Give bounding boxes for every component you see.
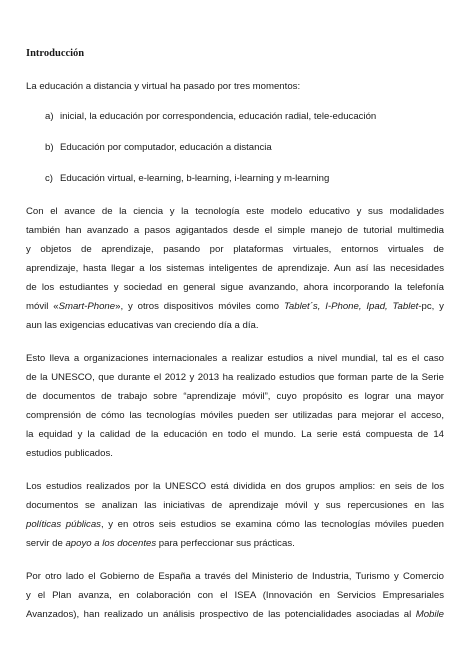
list-item-c [45,173,329,185]
list-text: Educación por computador, educación a distancia [60,142,272,153]
list-marker: a) [45,111,54,122]
list-marker: b) [45,142,54,153]
text-run-italic: Smart-Phone [58,301,116,312]
text-run-italic: políticas públicas [26,519,101,530]
text-run: », y otros dispositivos móviles como [115,301,284,312]
section-title: Introducción [26,48,85,59]
p1-line: aun las exigencias educativas van creciendo día a día. [26,320,259,331]
text-run: móvil « [26,301,59,312]
p1-line [26,301,444,313]
p2-line: estudios publicados. [26,448,113,459]
p1-line: aprendizaje, hasta llegar a los sistemas inteligentes de aprendizaje. Aun así las necesidades [26,263,444,274]
p3-line [26,538,295,550]
p1-line: Con el avance de la ciencia y la tecnología este modelo educativo y sus modalidades [26,206,444,217]
p2-line: comprensión de cómo las tecnologías móviles pueden ser utilizadas para mejorar el acceso, [26,410,444,421]
text-run: , y en otros seis estudios se examina cómo las tecnologías móviles pueden [100,519,444,530]
p3-line: documentos se analizan las iniciativas de aprendizaje móvil y sus repercusiones en las [26,500,444,511]
p3-line: Los estudios realizados por la UNESCO está dividida en dos grupos amplios: en seis de los [26,481,444,492]
p1-line: y objetos de aprendizaje, pasando por plataformas virtuales, entornos virtuales de [26,244,444,255]
text-run: Avanzados), han realizado un análisis prospectivo de las potencialidades asociadas al [26,609,416,620]
p1-line: de los estudiantes y sociedad en general sigue avanzando, ahora incorporando la telefonía [26,282,444,293]
p2-line: Esto lleva a organizaciones internacionales a realizar estudios a nivel mundial, tal es el caso [26,353,444,364]
p1-line: también han avanzado a pasos agigantados desde el simple manejo de tutorial multimedia [26,225,444,236]
p3-line [26,519,444,531]
p4-line: Por otro lado el Gobierno de España a través del Ministerio de Industria, Turismo y Comercio [26,571,444,582]
p4-line [26,609,444,621]
text-run: -pc, y [418,301,444,312]
list-item-b [45,142,272,154]
intro-line: La educación a distancia y virtual ha pasado por tres momentos: [26,81,301,92]
list-marker: c) [45,173,53,184]
p4-line: y el Plan avanza, en colaboración con el ISEA (Innovación en Servicios Empresariales [26,590,444,601]
text-run-italic: Mobile [415,609,444,620]
p2-line: de la UNESCO, que durante el 2012 y 2013 ha realizado estudios que forman parte de la Serie [26,372,444,383]
p2-line: la equidad y la calidad de la educación en todo el mundo. La serie está compuesta de 14 [26,429,444,440]
list-item-a [45,111,376,123]
text-run-italic: Tablet´s, I-Phone, Ipad, Tablet [283,301,419,312]
list-text: Educación virtual, e-learning, b-learning, i-learning y m-learning [60,173,330,184]
text-run: servir de [26,538,66,549]
text-run-italic: apoyo a los docentes [65,538,157,549]
text-run: para perfeccionar sus prácticas. [156,538,295,549]
p2-line: de documentos de trabajo sobre “aprendizaje móvil”, cuyo propósito es lograr una mayor [26,391,444,402]
list-text: inicial, la educación por correspondencia, educación radial, tele-educación [60,111,377,122]
